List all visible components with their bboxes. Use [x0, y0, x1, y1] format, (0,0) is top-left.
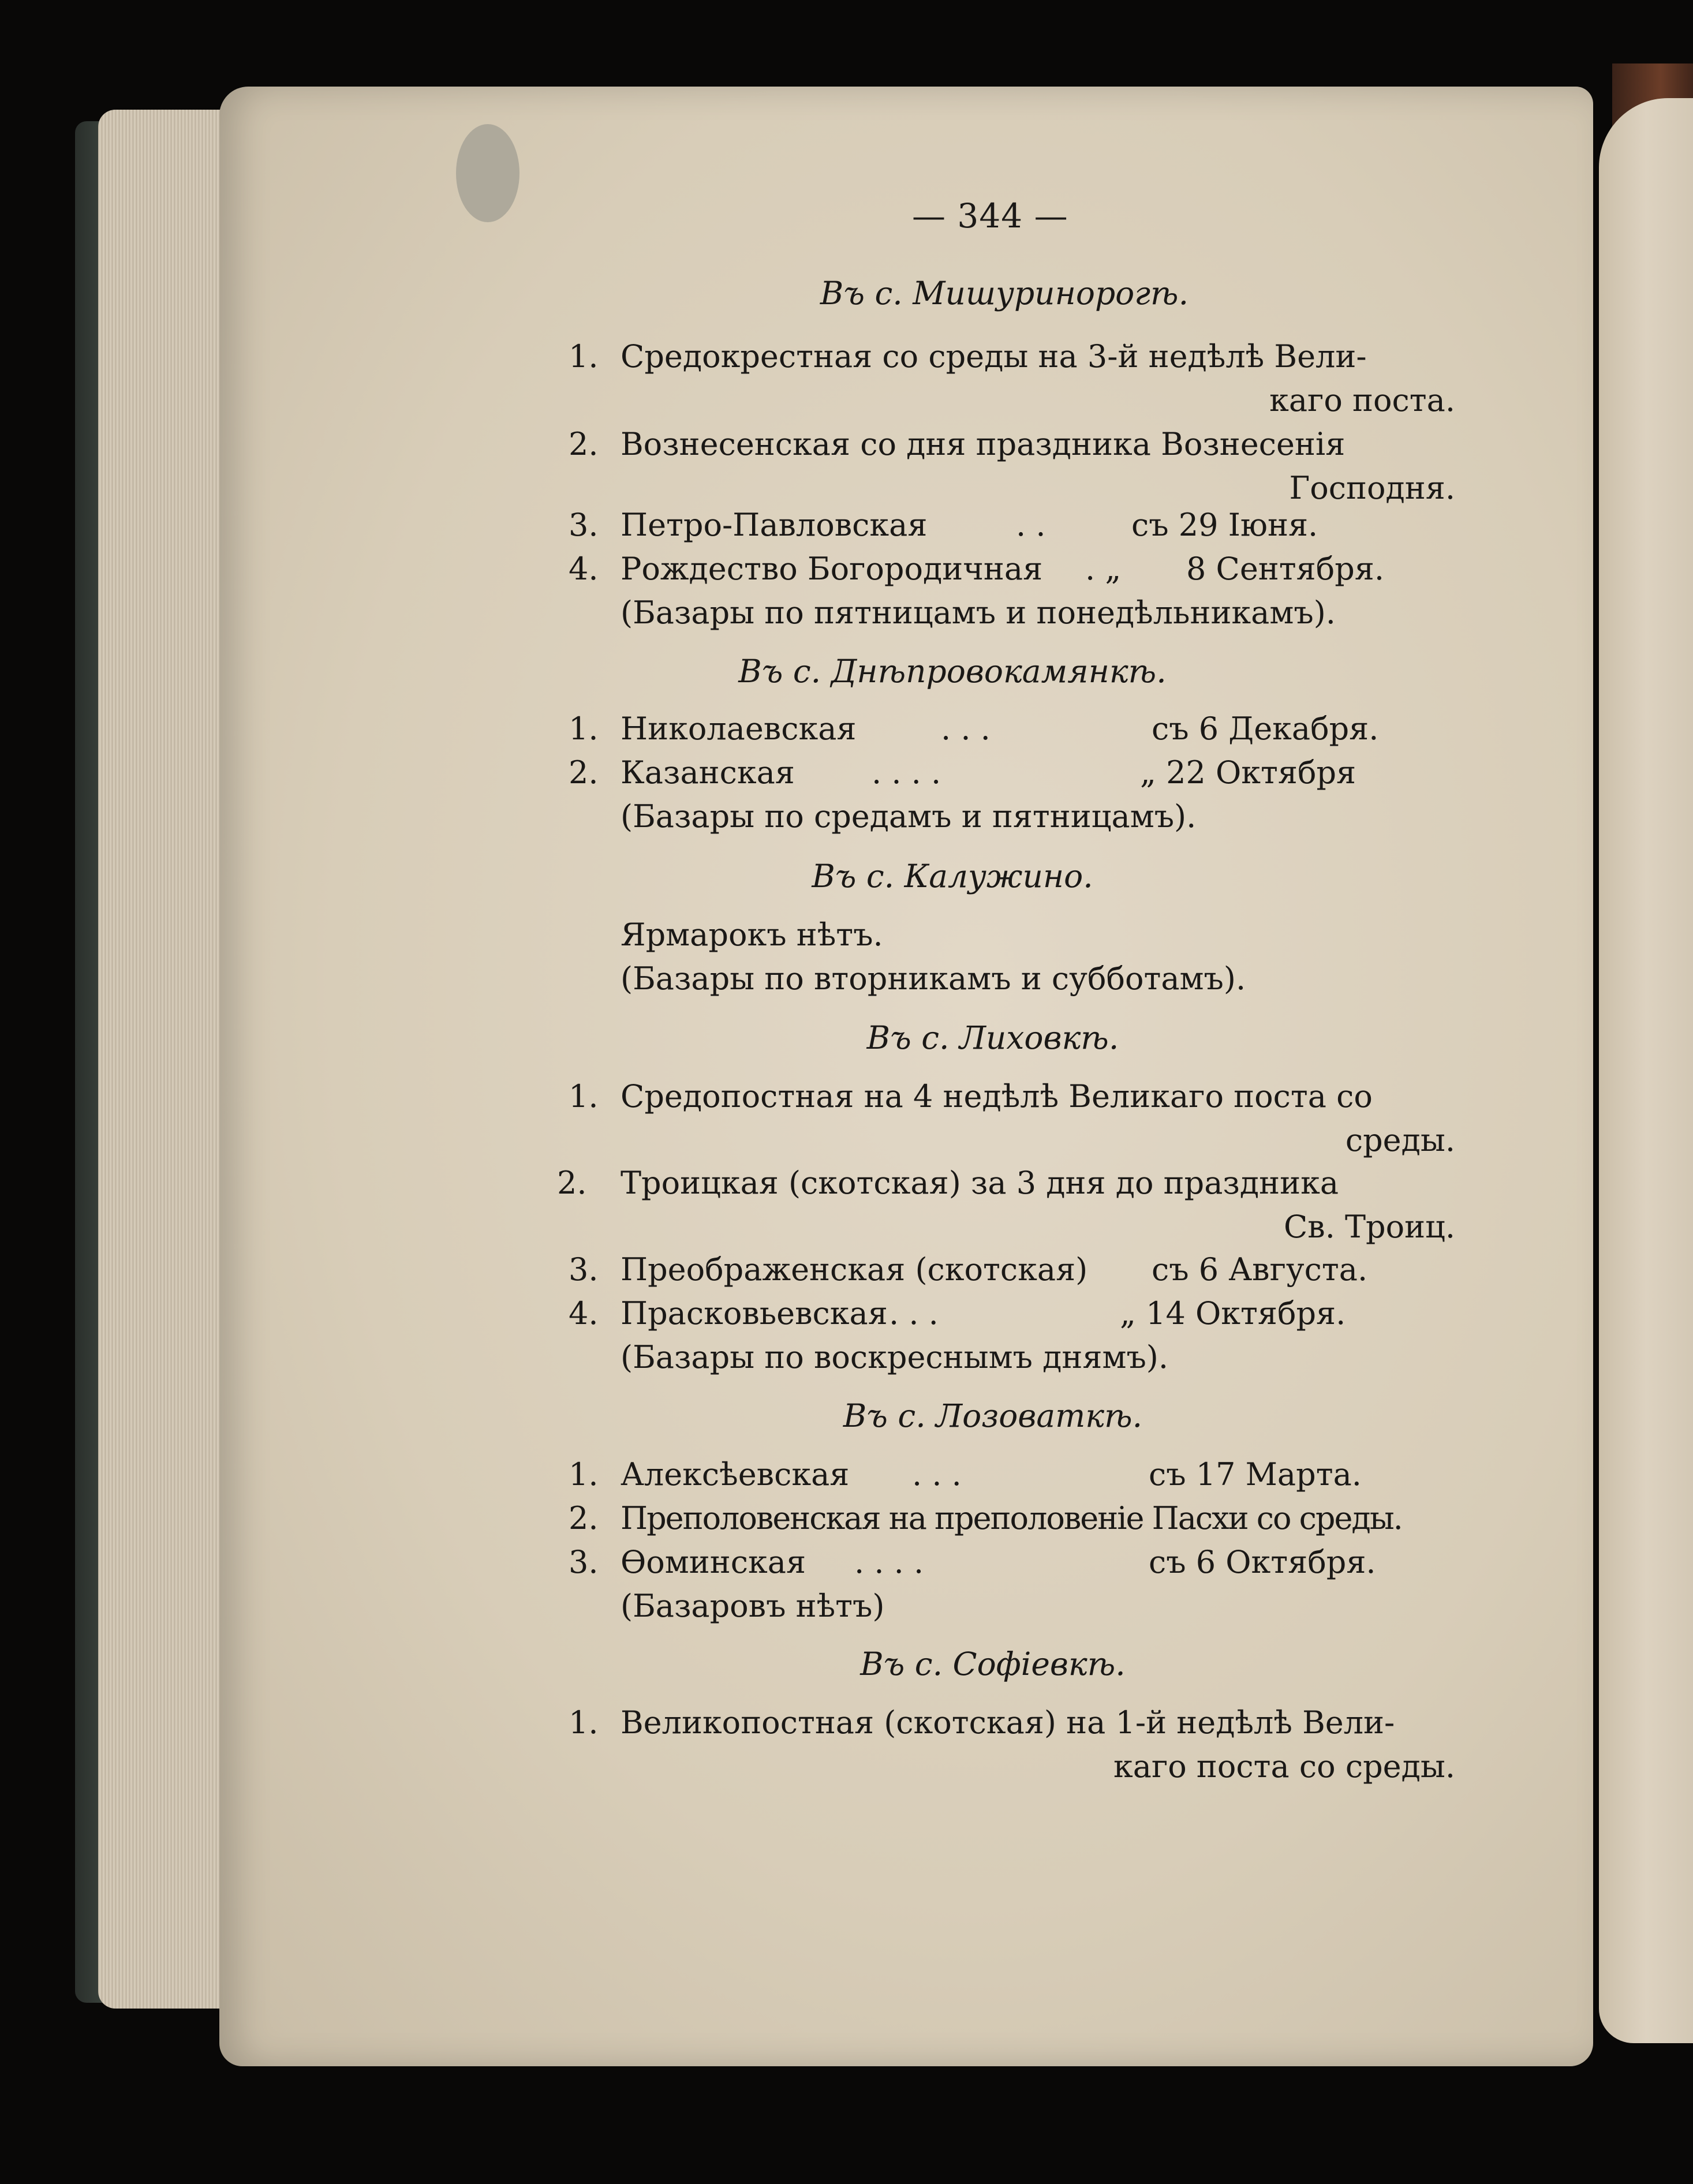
section-heading: Въ с. Софіевкѣ.	[860, 1646, 1126, 1682]
item-dots: . . . .	[872, 754, 941, 791]
section-note: (Базары по пятницамъ и понедѣльникамъ).	[621, 594, 1336, 631]
item-text: Вознесенская со дня праздника Вознесенія	[621, 426, 1346, 462]
item-name: Рождество Богородичная	[621, 551, 1043, 587]
item-name: Алексѣевская	[621, 1456, 850, 1493]
item-dots: . . . .	[854, 1544, 924, 1580]
item-text: Преполовенская на преполовеніе Пасхи со среды.	[621, 1500, 1402, 1536]
item-dots: . . .	[912, 1456, 962, 1493]
item-dots: . „	[1085, 551, 1122, 587]
section-note: (Базары по вторникамъ и субботамъ).	[621, 960, 1246, 997]
item-number: 1.	[569, 710, 599, 747]
item-text: Великопостная (скотская) на 1-й недѣлѣ Вели-	[621, 1704, 1395, 1741]
item-text-continued: Св. Троиц.	[1283, 1209, 1455, 1245]
item-date: съ 6 Октября.	[1149, 1544, 1376, 1580]
item-number: 3.	[569, 1251, 599, 1288]
item-text: Средопостная на 4 недѣлѣ Великаго поста со	[621, 1078, 1373, 1115]
section-heading: Въ с. Днѣпровокамянкѣ.	[738, 653, 1167, 690]
item-number: 3.	[569, 1544, 599, 1580]
item-number: 1.	[569, 1704, 599, 1741]
page-number: — 344 —	[912, 196, 1068, 235]
item-date: съ 29 Іюня.	[1131, 507, 1318, 543]
item-text-continued: среды.	[1345, 1122, 1455, 1158]
item-number: 1.	[569, 338, 599, 375]
section-note: (Базары по воскреснымъ днямъ).	[621, 1339, 1169, 1375]
item-number: 2.	[569, 1500, 599, 1536]
item-dots: . . .	[941, 710, 991, 747]
item-date: 8 Сентября.	[1186, 551, 1385, 587]
item-text-continued: Господня.	[1289, 470, 1455, 506]
item-text-continued: каго поста со среды.	[1113, 1748, 1455, 1785]
next-page-edge	[1599, 98, 1693, 2043]
item-name: Казанская	[621, 754, 795, 791]
item-text: Троицкая (скотская) за 3 дня до праздника	[621, 1165, 1339, 1201]
item-name: Преображенская (скотская)	[621, 1251, 1088, 1288]
section-heading: Въ с. Лозоваткѣ.	[843, 1397, 1143, 1434]
section-heading: Въ с. Мишуринорогѣ.	[820, 275, 1189, 312]
item-number: 4.	[569, 551, 599, 587]
item-date: съ 6 Декабря.	[1152, 710, 1379, 747]
item-name: Николаевская	[621, 710, 857, 747]
item-dots: . .	[1016, 507, 1046, 543]
item-date: съ 17 Марта.	[1149, 1456, 1362, 1493]
item-text-continued: каго поста.	[1269, 382, 1455, 418]
section-note: (Базаровъ нѣтъ)	[621, 1588, 885, 1624]
item-text: Средокрестная со среды на 3-й недѣлѣ Вели-	[621, 338, 1367, 375]
item-date: „ 22 Октября	[1140, 754, 1356, 791]
item-name: Ѳоминская	[621, 1544, 806, 1580]
section-heading: Въ с. Калужино.	[812, 858, 1093, 895]
item-number: 4.	[569, 1295, 599, 1332]
item-number: 3.	[569, 507, 599, 543]
item-date: съ 6 Августа.	[1152, 1251, 1368, 1288]
item-name: Прасковьевская	[621, 1295, 888, 1332]
section-note: (Базары по средамъ и пятницамъ).	[621, 798, 1197, 835]
item-date: „ 14 Октября.	[1120, 1295, 1346, 1332]
item-number: 2.	[569, 426, 599, 462]
item-number: 2.	[569, 754, 599, 791]
item-name: Петро-Павловская	[621, 507, 928, 543]
item-number: 1.	[569, 1078, 599, 1115]
item-number: 2.	[557, 1165, 587, 1201]
section-heading: Въ с. Лиховкѣ.	[866, 1019, 1119, 1056]
item-number: 1.	[569, 1456, 599, 1493]
section-text: Ярмарокъ нѣтъ.	[621, 917, 883, 953]
page-stain	[456, 124, 520, 222]
item-dots: . . .	[889, 1295, 939, 1332]
